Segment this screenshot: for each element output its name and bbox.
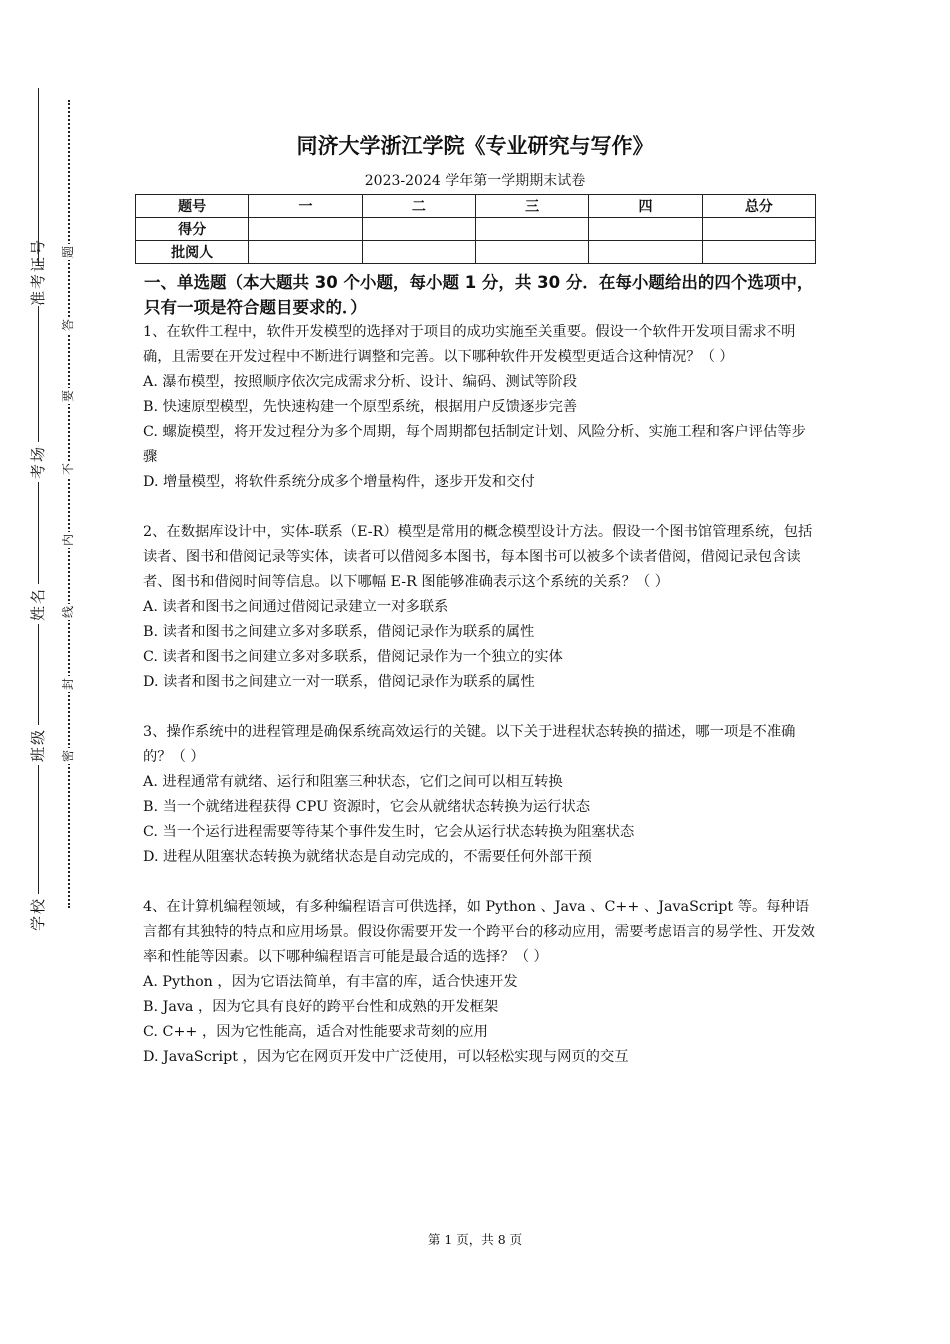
score-cell xyxy=(362,218,475,241)
score-table xyxy=(135,194,816,264)
question-text: 1、在软件工程中，软件开发模型的选择对于项目的成功实施至关重要。假设一个软件开发项目需求不明确，且需要在开发过程中不断进行调整和完善。以下哪种软件开发模型更适合这种情况？（ ） xyxy=(143,324,796,365)
option-b: B. 当一个就绪进程获得 CPU 资源时，它会从就绪状态转换为运行状态 xyxy=(143,799,591,815)
field-school: 学校 xyxy=(28,894,48,934)
question-2 xyxy=(143,520,815,695)
seal-char: 题 xyxy=(61,246,75,259)
question-text: 3、操作系统中的进程管理是确保系统高效运行的关键。以下关于进程状态转换的描述，哪一项是不准确的？（ ） xyxy=(143,724,796,765)
page-number: 第 1 页，共 8 页 xyxy=(427,1232,523,1247)
exam-subtitle: 2023-2024 学年第一学期期末试卷 xyxy=(364,173,586,189)
question-text: 2、在数据库设计中，实体-联系（E-R）模型是常用的概念模型设计方法。假设一个图书馆管理系统，包括读者、图书和借阅记录等实体，读者可以借阅多本图书，每本图书可以被多个读者借阅，借阅记录包含读者、图书和借阅时间等信息。以下哪幅 E-R 图能够准确表示这个系统的关系？（ ） xyxy=(143,524,813,590)
question-3 xyxy=(143,720,815,870)
option-d: D. JavaScript ，因为它在网页开发中广泛使用，可以轻松实现与网页的交互 xyxy=(143,1049,629,1065)
field-name: 姓名 xyxy=(28,584,48,624)
seal-char: 密 xyxy=(61,750,75,763)
exam-title: 同济大学浙江学院《专业研究与写作》 xyxy=(296,134,654,158)
score-header-cell: 一 xyxy=(249,195,362,218)
score-header-cell: 二 xyxy=(362,195,475,218)
score-cell xyxy=(702,241,815,264)
section-heading: 一、单选题（本大题共 30 个小题，每小题 1 分，共 30 分．在每小题给出的四个选项中，只有一项是符合题目要求的．） xyxy=(144,273,814,317)
score-header-cell: 四 xyxy=(589,195,702,218)
score-cell xyxy=(249,241,362,264)
option-a: A. Python ，因为它语法简单，有丰富的库，适合快速开发 xyxy=(143,974,518,990)
option-a: A. 读者和图书之间通过借阅记录建立一对多联系 xyxy=(143,599,449,615)
score-cell xyxy=(475,241,588,264)
question-4 xyxy=(143,895,815,1070)
option-b: B. 快速原型模型，先快速构建一个原型系统，根据用户反馈逐步完善 xyxy=(143,399,578,415)
score-table-row xyxy=(136,218,816,241)
question-1 xyxy=(143,320,815,495)
score-cell xyxy=(249,218,362,241)
option-b: B. Java ，因为它具有良好的跨平台性和成熟的开发框架 xyxy=(143,999,499,1015)
option-b: B. 读者和图书之间建立多对多联系，借阅记录作为联系的属性 xyxy=(143,624,535,640)
option-a: A. 进程通常有就绪、运行和阻塞三种状态，它们之间可以相互转换 xyxy=(143,774,563,790)
seal-char: 答 xyxy=(61,319,75,332)
field-class: 班级 xyxy=(28,725,48,765)
seal-char: 线 xyxy=(61,606,75,619)
score-cell xyxy=(702,218,815,241)
score-table-row xyxy=(136,241,816,264)
field-exam-id: 准考证号 xyxy=(29,237,47,306)
seal-char: 不 xyxy=(61,463,75,476)
score-header-cell: 题号 xyxy=(136,195,249,218)
field-exam-room: 考场 xyxy=(28,442,48,482)
score-header-cell: 三 xyxy=(475,195,588,218)
seal-char: 封 xyxy=(61,678,75,691)
question-text: 4、在计算机编程领域，有多种编程语言可供选择，如 Python 、Java 、C++ 、JavaScript 等。每种语言都有其独特的特点和应用场景。假设你需要开发一个跨平台的移动应用，需要考虑语言的易学性、开发效率和性能等因素。以下哪种编程语言可能是最合适的选择？（ ） xyxy=(143,899,815,965)
seal-char: 内 xyxy=(61,534,75,547)
seal-dotted-line xyxy=(68,100,70,908)
option-a: A. 瀑布模型，按照顺序依次完成需求分析、设计、编码、测试等阶段 xyxy=(143,374,578,390)
option-c: C. 螺旋模型，将开发过程分为多个周期，每个周期都包括制定计划、风险分析、实施工程和客户评估等步骤 xyxy=(143,424,806,465)
score-cell xyxy=(589,218,702,241)
exam-content xyxy=(143,270,815,1095)
binding-line xyxy=(38,88,39,923)
score-table-header-row xyxy=(136,195,816,218)
score-cell xyxy=(475,218,588,241)
score-header-cell: 总分 xyxy=(702,195,815,218)
option-c: C. 当一个运行进程需要等待某个事件发生时，它会从运行状态转换为阻塞状态 xyxy=(143,824,635,840)
option-c: C. C++ ，因为它性能高，适合对性能要求苛刻的应用 xyxy=(143,1024,488,1040)
option-d: D. 读者和图书之间建立一对一联系，借阅记录作为联系的属性 xyxy=(143,674,535,690)
seal-char: 要 xyxy=(61,390,75,403)
option-d: D. 进程从阻塞状态转换为就绪状态是自动完成的，不需要任何外部干预 xyxy=(143,849,592,865)
score-row-label: 批阅人 xyxy=(136,241,249,264)
score-row-label: 得分 xyxy=(136,218,249,241)
score-cell xyxy=(589,241,702,264)
option-c: C. 读者和图书之间建立多对多联系，借阅记录作为一个独立的实体 xyxy=(143,649,563,665)
score-cell xyxy=(362,241,475,264)
option-d: D. 增量模型，将软件系统分成多个增量构件，逐步开发和交付 xyxy=(143,474,535,490)
